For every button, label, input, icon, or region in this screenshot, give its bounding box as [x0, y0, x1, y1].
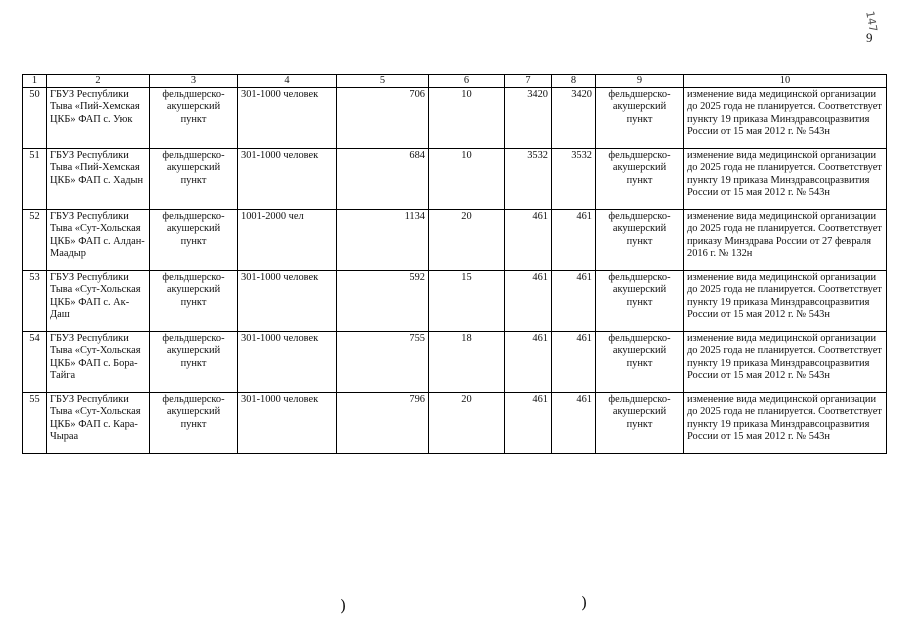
cell-col-5: 684 — [337, 149, 429, 210]
row-number: 53 — [23, 271, 47, 332]
facility-type: фельдшерско-акушерский пункт — [150, 271, 238, 332]
cell-col-7: 461 — [505, 210, 552, 271]
note: изменение вида медицинской организации до 2025 года не планируется. Соответствует пункту 19 приказа Минздравсоцразвития России от 15 мая 2012 г. № 543н — [684, 393, 887, 454]
header-col-2: 2 — [47, 75, 150, 88]
header-col-8: 8 — [552, 75, 596, 88]
table-row — [23, 149, 887, 210]
handwritten-mark: ) — [581, 593, 588, 612]
cell-col-6: 10 — [429, 149, 505, 210]
cell-col-5: 796 — [337, 393, 429, 454]
facility-type: фельдшерско-акушерский пункт — [150, 332, 238, 393]
row-number: 55 — [23, 393, 47, 454]
header-col-10: 10 — [684, 75, 887, 88]
facility-type: фельдшерско-акушерский пункт — [150, 149, 238, 210]
target-facility-type: фельдшерско-акушерский пункт — [596, 88, 684, 149]
cell-col-6: 18 — [429, 332, 505, 393]
population-range: 301-1000 человек — [238, 88, 337, 149]
row-number: 54 — [23, 332, 47, 393]
target-facility-type: фельдшерско-акушерский пункт — [596, 332, 684, 393]
page-number: 9 — [866, 30, 873, 45]
table-row — [23, 271, 887, 332]
facility-type: фельдшерско-акушерский пункт — [150, 393, 238, 454]
note: изменение вида медицинской организации до 2025 года не планируется. Соответствует пункту 19 приказа Минздравсоцразвития России от 15 мая 2012 г. № 543н — [684, 332, 887, 393]
target-facility-type: фельдшерско-акушерский пункт — [596, 271, 684, 332]
population-range: 301-1000 человек — [238, 271, 337, 332]
header-col-4: 4 — [238, 75, 337, 88]
table-row — [23, 88, 887, 149]
row-number: 52 — [23, 210, 47, 271]
table-row — [23, 210, 887, 271]
row-number: 50 — [23, 88, 47, 149]
row-number: 51 — [23, 149, 47, 210]
target-facility-type: фельдшерско-акушерский пункт — [596, 210, 684, 271]
header-col-7: 7 — [505, 75, 552, 88]
cell-col-6: 20 — [429, 393, 505, 454]
facility-type: фельдшерско-акушерский пункт — [150, 88, 238, 149]
note: изменение вида медицинской организации до 2025 года не планируется. Соответствует пункту 19 приказа Минздравсоцразвития России от 15 мая 2012 г. № 543н — [684, 88, 887, 149]
header-col-6: 6 — [429, 75, 505, 88]
header-col-9: 9 — [596, 75, 684, 88]
table-row — [23, 393, 887, 454]
population-range: 1001-2000 чел — [238, 210, 337, 271]
note: изменение вида медицинской организации до 2025 года не планируется. Соответствует пункту 19 приказа Минздравсоцразвития России от 15 мая 2012 г. № 543н — [684, 271, 887, 332]
cell-col-5: 755 — [337, 332, 429, 393]
population-range: 301-1000 человек — [238, 393, 337, 454]
handwritten-page-number: 147 — [863, 10, 880, 33]
cell-col-5: 592 — [337, 271, 429, 332]
note: изменение вида медицинской организации до 2025 года не планируется. Соответствует пункту 19 приказа Минздравсоцразвития России от 15 мая 2012 г. № 543н — [684, 149, 887, 210]
cell-col-8: 461 — [552, 332, 596, 393]
cell-col-6: 15 — [429, 271, 505, 332]
cell-col-8: 461 — [552, 271, 596, 332]
cell-col-8: 3532 — [552, 149, 596, 210]
header-col-1: 1 — [23, 75, 47, 88]
cell-col-7: 3420 — [505, 88, 552, 149]
cell-col-8: 461 — [552, 393, 596, 454]
cell-col-5: 706 — [337, 88, 429, 149]
target-facility-type: фельдшерско-акушерский пункт — [596, 149, 684, 210]
cell-col-8: 3420 — [552, 88, 596, 149]
note: изменение вида медицинской организации до 2025 года не планируется. Соответствует приказу Минздрава России от 27 февраля 2016 г. № 132н — [684, 210, 887, 271]
table-header-row — [23, 75, 887, 88]
header-col-5: 5 — [337, 75, 429, 88]
cell-col-7: 3532 — [505, 149, 552, 210]
organization-name: ГБУЗ Республики Тыва «Сут-Хольская ЦКБ» ФАП с. Кара-Чыраа — [47, 393, 150, 454]
table-row — [23, 332, 887, 393]
header-col-3: 3 — [150, 75, 238, 88]
cell-col-7: 461 — [505, 332, 552, 393]
cell-col-8: 461 — [552, 210, 596, 271]
cell-col-7: 461 — [505, 271, 552, 332]
facility-type: фельдшерско-акушерский пункт — [150, 210, 238, 271]
organization-name: ГБУЗ Республики Тыва «Пий-Хемская ЦКБ» ФАП с. Хадын — [47, 149, 150, 210]
organization-name: ГБУЗ Республики Тыва «Пий-Хемская ЦКБ» ФАП с. Уюк — [47, 88, 150, 149]
organization-name: ГБУЗ Республики Тыва «Сут-Хольская ЦКБ» ФАП с. Алдан-Маадыр — [47, 210, 150, 271]
cell-col-7: 461 — [505, 393, 552, 454]
cell-col-6: 10 — [429, 88, 505, 149]
target-facility-type: фельдшерско-акушерский пункт — [596, 393, 684, 454]
population-range: 301-1000 человек — [238, 149, 337, 210]
organization-name: ГБУЗ Республики Тыва «Сут-Хольская ЦКБ» ФАП с. Ак-Даш — [47, 271, 150, 332]
cell-col-6: 20 — [429, 210, 505, 271]
organization-name: ГБУЗ Республики Тыва «Сут-Хольская ЦКБ» ФАП с. Бора-Тайга — [47, 332, 150, 393]
handwritten-mark: ) — [340, 596, 347, 615]
cell-col-5: 1134 — [337, 210, 429, 271]
population-range: 301-1000 человек — [238, 332, 337, 393]
facilities-table — [22, 74, 887, 454]
